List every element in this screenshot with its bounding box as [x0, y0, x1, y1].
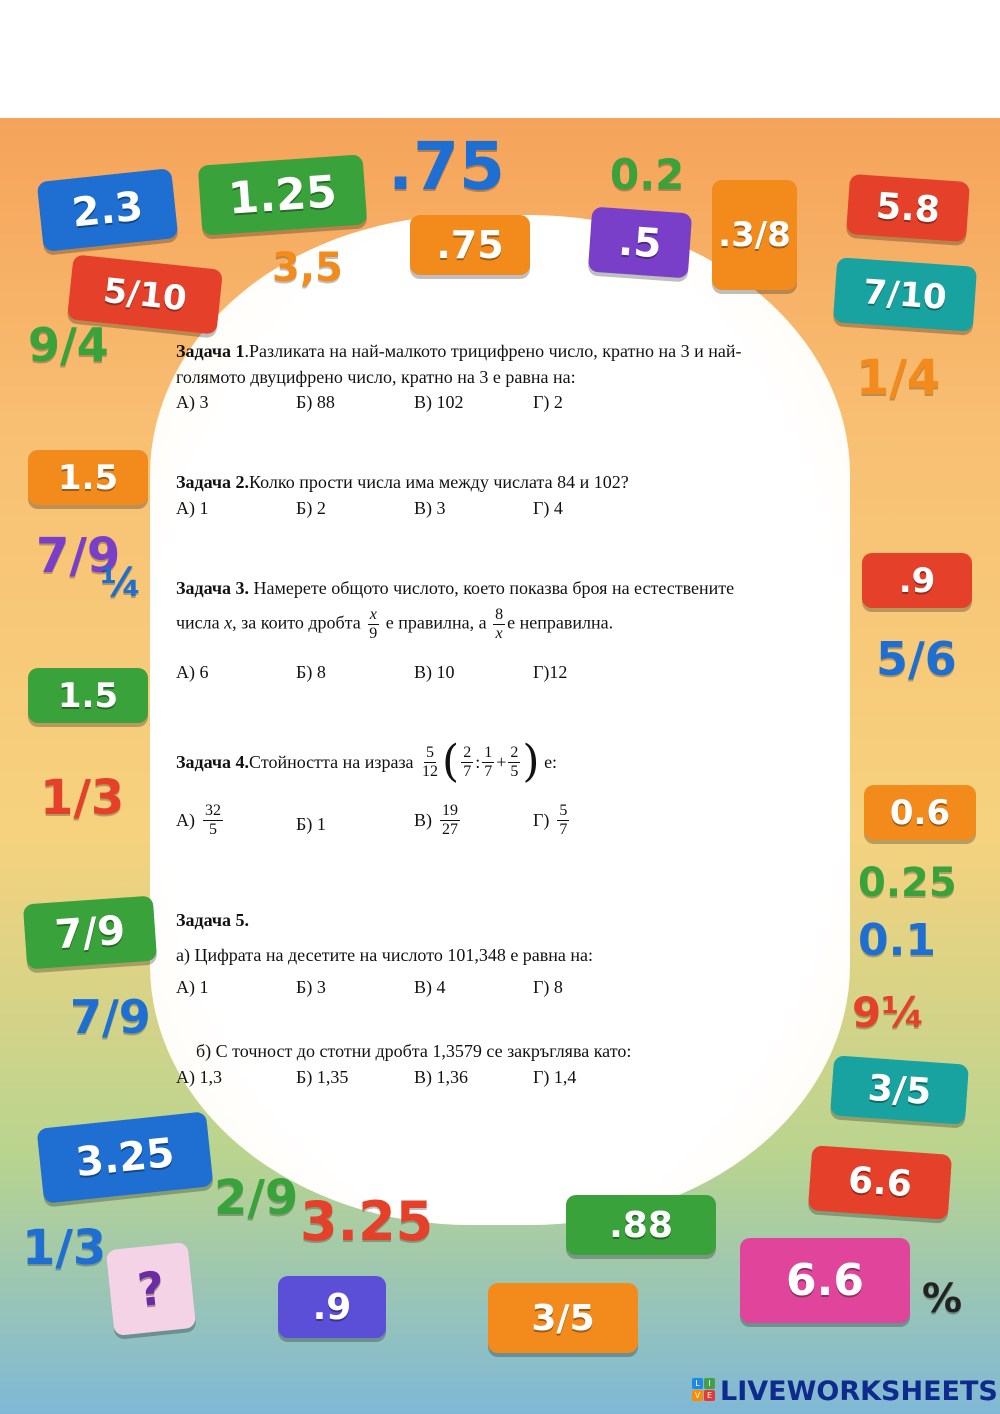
decor-tile: 1.25: [198, 154, 367, 235]
decor-tile: 0.6: [864, 785, 976, 840]
decor-tile: .75: [410, 215, 530, 275]
answer-v[interactable]: В) $\frac{19}{27}$: [414, 802, 458, 838]
decor-tile: 5/10: [67, 254, 223, 334]
task-3: [176, 578, 836, 599]
answer-b[interactable]: Б) 2: [296, 498, 326, 518]
decor-tile: ?: [106, 1242, 197, 1336]
left-paren: (: [442, 736, 460, 787]
decor-tile: 3/5: [830, 1055, 969, 1124]
expr-fraction-3: $\frac{1}{7}$: [484, 743, 493, 780]
decor-glyph: 1/3: [22, 1220, 107, 1276]
decor-glyph: ¼: [100, 560, 142, 606]
answer-g[interactable]: Г) 8: [533, 977, 563, 997]
decor-glyph: 3,5: [272, 245, 343, 291]
task-2: [176, 472, 629, 493]
answer-b[interactable]: Б) 1,35: [296, 1067, 349, 1087]
decor-glyph: .75: [388, 128, 505, 205]
decor-tile: 6.6: [740, 1238, 910, 1323]
answer-a[interactable]: А) 3: [176, 392, 209, 412]
decor-glyph: 9/4: [28, 318, 109, 372]
answer-v[interactable]: В) 1,36: [414, 1067, 468, 1087]
decor-glyph: 0.1: [858, 915, 936, 966]
answer-v-fraction: $\frac{19}{27}$: [442, 802, 458, 838]
answer-a[interactable]: А) 1: [176, 498, 209, 518]
task-3-title: Задача 3.: [176, 578, 250, 598]
answer-a[interactable]: А) $\frac{32}{5}$: [176, 802, 221, 838]
decor-tile: 7/10: [833, 257, 977, 332]
task-3-line2: [176, 606, 613, 643]
right-paren: ): [522, 736, 540, 787]
expr-fraction-1: $\frac{5}{12}$: [422, 743, 439, 780]
answer-g-fraction: $\frac{5}{7}$: [559, 802, 568, 838]
task-3-var-x: x: [224, 612, 233, 633]
expr-fraction-2: $\frac{2}{7}$: [463, 743, 472, 780]
decor-glyph: 3.25: [300, 1190, 434, 1253]
task-3-text-a: числа: [176, 612, 225, 633]
decor-glyph: 7/9: [36, 528, 121, 584]
liveworksheets-logo-mark: L I V E: [692, 1378, 716, 1402]
answer-v[interactable]: В) 10: [414, 662, 455, 682]
answer-g[interactable]: Г) 2: [533, 392, 563, 412]
task-1: [176, 338, 836, 390]
decor-tile: .3/8: [712, 180, 797, 290]
answer-v[interactable]: В) 102: [414, 392, 464, 412]
decor-tile: .9: [278, 1276, 386, 1338]
decor-glyph: 7/9: [70, 990, 151, 1044]
decor-glyph: 9¼: [852, 988, 925, 1037]
answer-b[interactable]: Б) 1: [296, 814, 326, 834]
answer-g[interactable]: Г) 1,4: [533, 1067, 577, 1087]
fraction-8-over-x: $\frac{8}{x}$: [495, 606, 504, 642]
answer-g[interactable]: Г) 4: [533, 498, 563, 518]
answer-g[interactable]: Г)12: [533, 662, 568, 682]
task-3-text-line1: Намерете общото числото, което показва броя на естествените: [249, 578, 735, 598]
decor-tile: 1.5: [28, 450, 148, 505]
decor-tile: 3.25: [37, 1111, 214, 1203]
task-4: [176, 736, 558, 787]
decor-tile: 3/5: [488, 1283, 638, 1353]
task-4-title: Задача 4.: [176, 751, 250, 772]
decor-glyph: 0.2: [610, 150, 685, 199]
expr-fraction-4: $\frac{2}{5}$: [510, 743, 519, 780]
answer-a[interactable]: А) 1,3: [176, 1067, 222, 1087]
decor-tile: 7/9: [23, 896, 157, 970]
decor-tile: .88: [566, 1195, 716, 1255]
answer-a[interactable]: А) 6: [176, 662, 209, 682]
task-2-text: Колко прости числа има между числата 84 и 102?: [249, 472, 629, 492]
task-4-text: Стойността на израза: [249, 751, 419, 772]
task-1-text-line2: голямото двуцифрено число, кратно на 3 е равна на:: [176, 367, 576, 387]
task-1-title: Задача 1: [176, 341, 245, 361]
task-5-title: Задача 5.: [176, 910, 250, 930]
decor-glyph: 5/6: [876, 632, 957, 686]
answer-a-fraction: $\frac{32}{5}$: [205, 802, 221, 838]
decor-tile: .9: [862, 553, 972, 608]
answer-a[interactable]: А) 1: [176, 977, 209, 997]
answer-v[interactable]: В) 3: [414, 498, 446, 518]
answer-b[interactable]: Б) 88: [296, 392, 335, 412]
answer-g[interactable]: Г) $\frac{5}{7}$: [533, 802, 568, 838]
expr-plus: +: [496, 751, 507, 772]
answer-v[interactable]: В) 4: [414, 977, 446, 997]
task-1-text-line1: .Разликата на най-малкото трицифрено число, кратно на 3 и най-: [244, 341, 742, 361]
task-3-text-b: , за които дробта: [232, 612, 366, 633]
decor-glyph: %: [922, 1276, 963, 1322]
decor-tile: 5.8: [846, 174, 970, 242]
decor-tile: 6.6: [808, 1145, 952, 1220]
decor-tile: 1.5: [28, 668, 148, 723]
task-5b-text: б) С точност до стотни дробта 1,3579 се закръглява като:: [196, 1041, 632, 1061]
expr-divide: :: [475, 751, 481, 772]
task-3-text-c: е правилна, а: [385, 612, 492, 633]
decor-glyph: 1/4: [856, 350, 941, 406]
decor-tile: .5: [588, 207, 692, 279]
fraction-x-over-9: $\frac{x}{9}$: [369, 606, 378, 642]
decor-glyph: 0.25: [858, 860, 957, 906]
decor-glyph: 2/9: [214, 1170, 299, 1226]
decor-tile: 2.3: [37, 168, 179, 252]
answer-b[interactable]: Б) 3: [296, 977, 326, 997]
task-2-title: Задача 2.: [176, 472, 250, 492]
task-5a-text: а) Цифрата на десетите на числото 101,348 е равна на:: [176, 945, 594, 965]
task-3-text-d: е неправилна.: [507, 612, 614, 633]
decor-glyph: 1/3: [40, 770, 125, 826]
task-4-text-end: е:: [539, 751, 558, 772]
answer-b[interactable]: Б) 8: [296, 662, 326, 682]
liveworksheets-logo[interactable]: LIVEWORKSHEETS: [720, 1376, 998, 1407]
